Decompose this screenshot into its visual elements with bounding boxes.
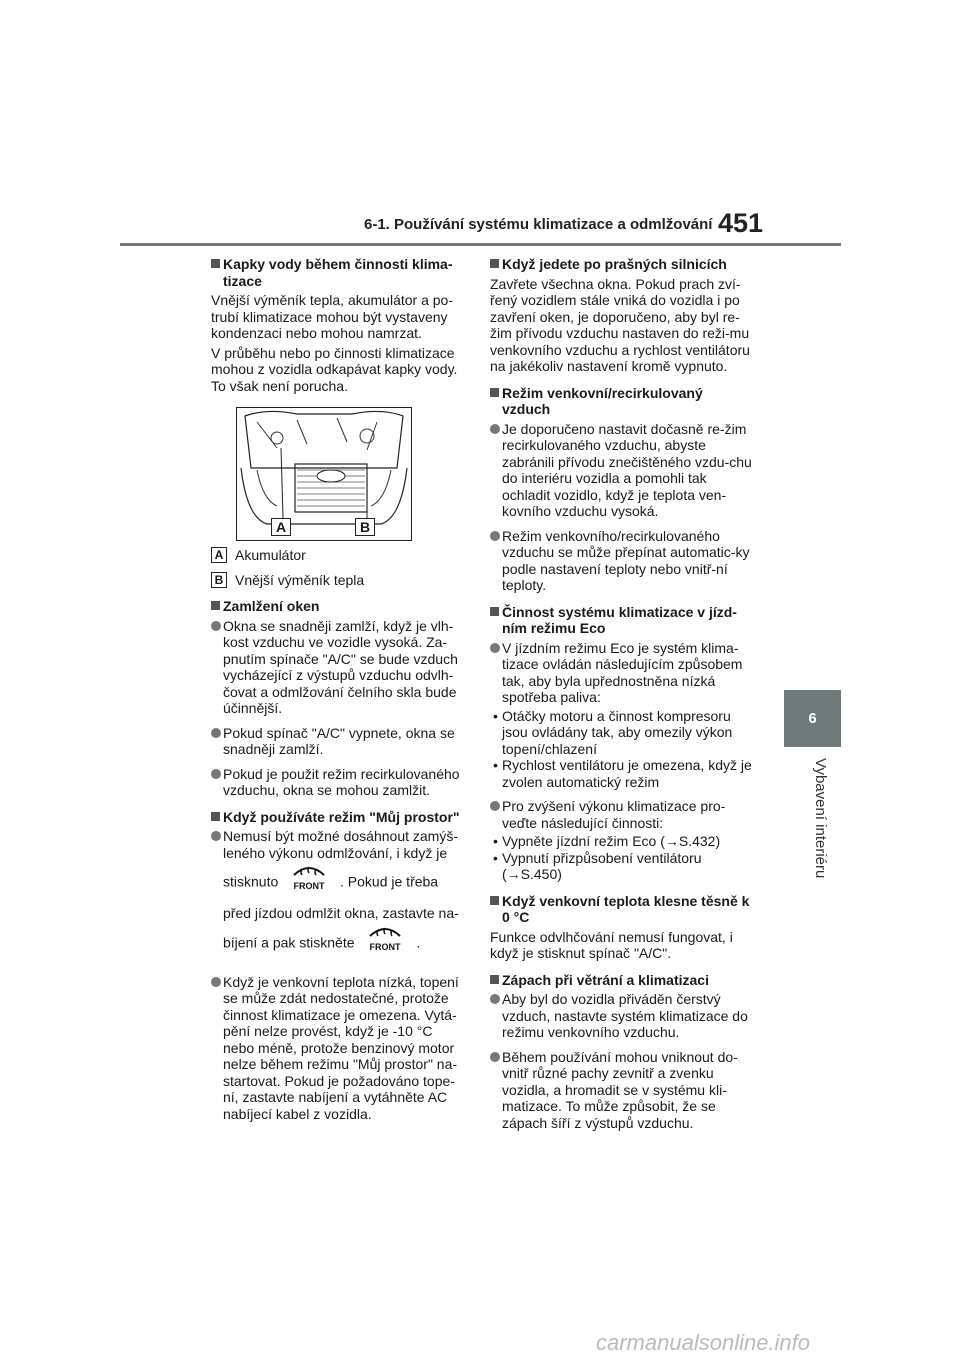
front-defroster-icon bbox=[290, 861, 328, 905]
bullet-text: . Pokud je třeba bbox=[340, 873, 439, 890]
page-number: 451 bbox=[718, 208, 764, 238]
figure-callout-a: A bbox=[271, 518, 291, 536]
section-my-room-mode bbox=[211, 809, 465, 1123]
section-air-mode bbox=[490, 385, 752, 594]
section-heading: Když venkovní teplota klesne těsně k 0 °C bbox=[490, 893, 752, 926]
section-heading: Režim venkovní/recirkulovaný vzduch bbox=[490, 385, 752, 418]
bullet-dot bbox=[490, 801, 500, 811]
sub-item-link[interactable]: • Vypnutí přizpůsobení ventilátoru (→S.450) bbox=[490, 850, 752, 883]
icon-line bbox=[223, 861, 465, 905]
section-near-zero bbox=[490, 893, 752, 962]
legend-box-b: B bbox=[211, 572, 227, 588]
sub-item: • Otáčky motoru a činnost kompresoru jsou ovládány tak, aby omezily výkon topení/chlazení bbox=[490, 708, 752, 758]
bullet-text: . bbox=[416, 934, 421, 951]
bullet-dot bbox=[211, 769, 221, 779]
paragraph: V průběhu nebo po činnosti klimatizace mohou z vozidla odkapávat kapky vody. To však není porucha. bbox=[211, 344, 458, 394]
engine-bay-figure bbox=[236, 407, 412, 541]
sub-item: • Rychlost ventilátoru je omezena, když je zvolen automatický režim bbox=[490, 757, 752, 790]
bullet-text: Pro zvýšení výkonu klimatizace pro-veďte následující činnosti: bbox=[502, 798, 726, 831]
paragraph: Vnější výměník tepla, akumulátor a po-trubí klimatizace mohou být vystaveny kondenzaci nebo mohou namrzat. bbox=[211, 292, 454, 341]
section-heading: Zápach při větrání a klimatizaci bbox=[490, 972, 752, 989]
section-heading: Činnost systému klimatizace v jízd-ním režimu Eco bbox=[490, 604, 752, 637]
bullet-dot bbox=[490, 994, 500, 1004]
bullet-text: stisknuto bbox=[223, 873, 279, 890]
bullet-dot bbox=[211, 728, 221, 738]
bullet-text: Aby byl do vozidla přiváděn čerstvý vzduch, nastavte systém klimatizace do režimu venkovního vzduchu. bbox=[502, 991, 748, 1040]
bullet-text: před jízdou odmlžit okna, zastavte na- bbox=[223, 905, 459, 921]
section-heading: Kapky vody během činnosti klima-tizace bbox=[211, 256, 465, 289]
bullet-item bbox=[490, 640, 752, 706]
bullet-dot bbox=[490, 643, 500, 653]
bullet-dot bbox=[490, 1052, 500, 1062]
chapter-tab: 6 bbox=[784, 690, 841, 747]
bullet-text: Je doporučeno nastavit dočasně re-žim recirkulovaného vzduchu, abyste zabránili přívodu znečištěného vzdu-chu do interiéru vozidla a pomohli tak ochladit vozidlo, když je teplota ven-kovního vzduchu vysoká. bbox=[502, 420, 752, 519]
bullet-item bbox=[490, 991, 752, 1041]
bullet-dot bbox=[490, 424, 500, 434]
bullet-item bbox=[490, 528, 752, 594]
section-dusty-roads bbox=[490, 256, 752, 375]
bullet-item bbox=[211, 618, 465, 717]
left-column bbox=[211, 256, 465, 1132]
header-rule bbox=[120, 243, 841, 246]
legend-text-b: Vnější výměník tepla bbox=[235, 571, 365, 588]
bullet-item bbox=[211, 766, 465, 799]
bullet-text: Režim venkovního/recirkulovaného vzduchu se může přepínat automatic-ky podle nastavení teploty nebo vnitř-ní teploty. bbox=[502, 527, 750, 593]
bullet-item bbox=[211, 725, 465, 758]
sub-item-link[interactable]: • Vypněte jízdní režim Eco (→S.432) bbox=[490, 833, 752, 850]
paragraph: Zavřete všechna okna. Pokud prach zví-řený vozidlem stále vniká do vozidla i po zavření oken, je doporučeno, aby byl re-žim přívodu vzduchu nastaven do reži-mu venkovního vzduchu a rychlost ventilátoru na jakékoliv nastavení kromě vypnuto. bbox=[490, 275, 750, 374]
bullet-item bbox=[211, 828, 465, 966]
section-odor bbox=[490, 972, 752, 1132]
engine-bay-illustration bbox=[237, 408, 411, 540]
bullet-text: Během používání mohou vniknout do-vnitř různé pachy zevnitř a zvenku vozidla, a hromadit se v systému kli-matizace. To může způsobit, že se zápach šíří z výstupů vzduchu. bbox=[502, 1048, 738, 1131]
bullet-dot bbox=[490, 531, 500, 541]
section-water-drops bbox=[211, 256, 465, 588]
bullet-item bbox=[490, 1049, 752, 1132]
section-window-fog bbox=[211, 598, 465, 799]
bullet-dot bbox=[211, 621, 221, 631]
section-heading: Když používáte režim "Můj prostor" bbox=[211, 809, 465, 826]
section-heading: Když jedete po prašných silnicích bbox=[490, 256, 752, 273]
front-icon-label: FRONT bbox=[293, 881, 325, 891]
legend-b bbox=[211, 572, 465, 589]
legend-box-a: A bbox=[211, 547, 227, 563]
legend-a bbox=[211, 547, 465, 564]
bullet-text: V jízdním režimu Eco je systém klima-tizace ovládán následujícím způsobem tak, aby byla upřednostněna nízká spotřeba paliva: bbox=[502, 639, 743, 705]
watermark: carmanualsonline.info bbox=[596, 1330, 811, 1355]
icon-line bbox=[223, 922, 465, 966]
bullet-text: Pokud je použit režim recirkulovaného vzduchu, okna se mohou zamlžit. bbox=[223, 765, 460, 798]
front-defroster-icon bbox=[366, 922, 404, 966]
bullet-item bbox=[211, 974, 465, 1123]
front-icon-label: FRONT bbox=[369, 941, 401, 952]
paragraph: Funkce odvlhčování nemusí fungovat, i když je stisknut spínač "A/C". bbox=[490, 928, 733, 961]
figure-callout-b: B bbox=[355, 518, 375, 536]
chapter-side-label: Vybavení interiéru bbox=[812, 758, 829, 879]
bullet-item bbox=[490, 798, 752, 831]
bullet-dot bbox=[211, 977, 221, 987]
bullet-text: Pokud spínač "A/C" vypnete, okna se snadněji zamlží. bbox=[223, 724, 455, 757]
bullet-text: Okna se snadněji zamlží, když je vlh-kost vzduchu ve vozidle vysoká. Za-pnutím spínače "A/C" se bude vzduch vycházející z výstupů vzduchu odvlh-čovat a odmlžování čelního skla bude účinnější. bbox=[223, 617, 458, 716]
bullet-item bbox=[490, 421, 752, 520]
right-column bbox=[490, 256, 752, 1141]
legend-text-a: Akumulátor bbox=[235, 547, 306, 563]
bullet-text: Když je venkovní teplota nízká, topení se může zdát nedostatečné, protože činnost klimatizace je omezena. Vytá-pění nelze provést, když je -10 °C nebo méně, protože benzinový motor nelze během režimu "Můj prostor" na-startovat. Pokud je požadováno tope-ní, zastavte nabíjení a vytáhněte AC nabíjecí kabel z vozidla. bbox=[223, 973, 459, 1122]
bullet-text: Nemusí být možné dosáhnout zamýš-leného výkonu odmlžování, i když je bbox=[223, 828, 458, 861]
section-eco-mode bbox=[490, 604, 752, 883]
chapter-title: 6-1. Používání systému klimatizace a odmlžování bbox=[364, 216, 713, 233]
bullet-text: bíjení a pak stiskněte bbox=[223, 934, 355, 951]
section-heading: Zamlžení oken bbox=[211, 598, 465, 615]
bullet-dot bbox=[211, 831, 221, 841]
